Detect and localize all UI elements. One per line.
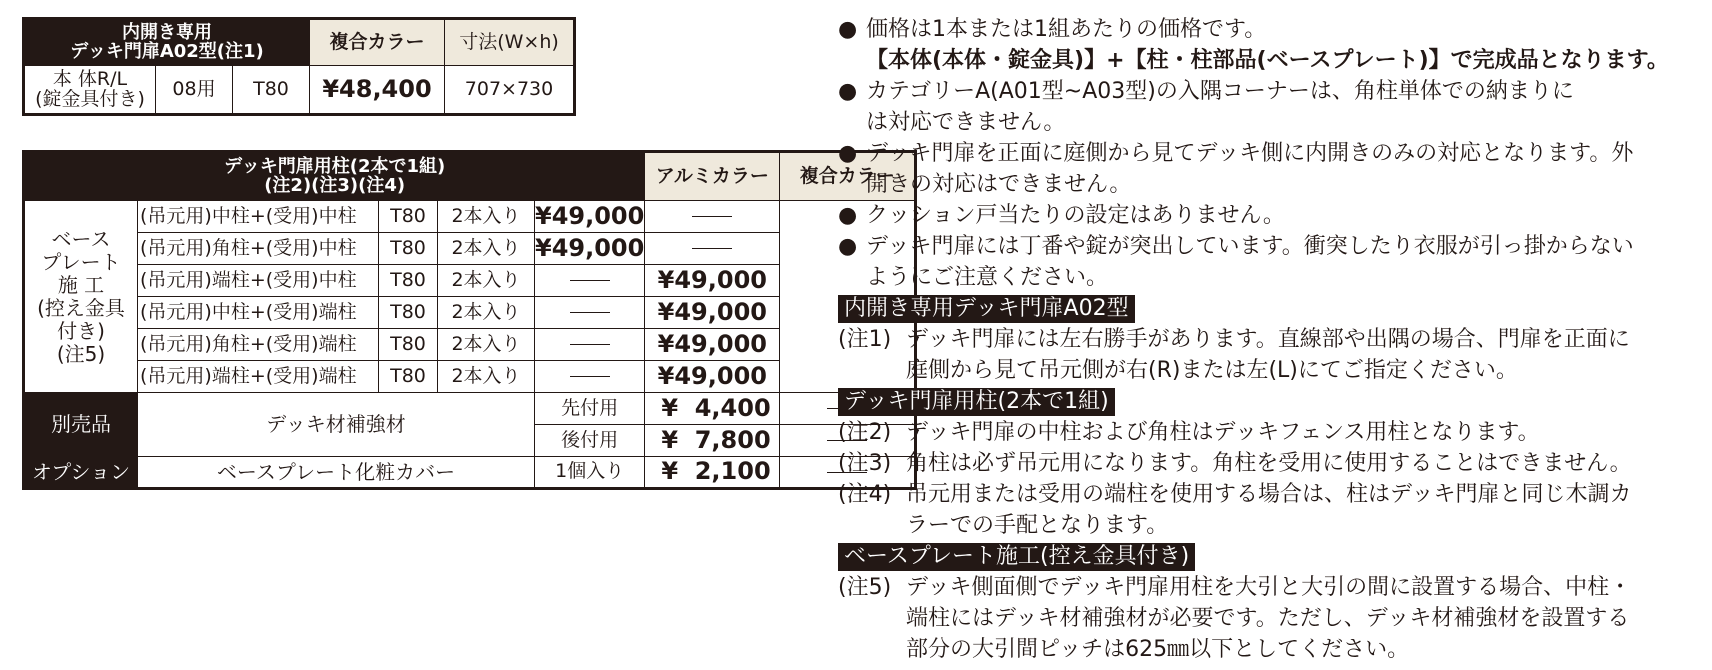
t2-title-cell [24,152,645,201]
note-5 [838,572,1708,665]
note-number: (注1) [838,327,892,352]
bullet-mark: ● [838,234,858,259]
gate-post-price-table [22,150,917,490]
note-bullet-5 [838,231,1708,293]
betsu-name: デッキ材補強材 [138,393,535,457]
note-text: 【本体(本体・錠金具)】+【柱・柱部品(ベースプレート)】で完成品となります。 [866,48,1669,73]
post-qty: 2本入り [438,233,535,265]
note-text: 角柱は必ず吊元用になります。角柱を受用に使用することはできません。 [906,451,1632,476]
note-text: 端柱にはデッキ材補強材が必要です。ただし、デッキ材補強材を設置する [906,606,1630,631]
option-amount: 2,100 [694,457,771,486]
bullet-mark: ● [838,141,858,166]
bullet-mark: ● [838,17,858,42]
post-height: T80 [379,233,438,265]
post-row [24,265,916,297]
post-height: T80 [379,201,438,233]
notes-section [838,14,1708,665]
note-1 [838,324,1708,386]
betsu-yen-1: ¥ [661,393,679,422]
group-label-line: プレート [41,249,121,274]
dash-mark [570,312,610,313]
t1-height: T80 [233,66,310,115]
t1-body-label [24,66,156,115]
post-row [24,201,916,233]
post-price-fukugo [645,233,780,265]
betsu-amount-2: 7,800 [694,425,771,454]
dash-mark [692,216,732,217]
note-number: (注4) [838,482,892,507]
note-text: ラーでの手配となります。 [906,513,1169,538]
option-label: オプション [24,457,138,489]
t2-title-line1: デッキ門扉用柱(2本で1組) [224,155,446,177]
t2-header-fukugo: 複合カラー [780,152,916,201]
note-text: は対応できません。 [866,110,1066,135]
note-text: デッキ門扉の中柱および角柱はデッキフェンス用柱となります。 [906,420,1540,445]
post-price-alumi [535,265,645,297]
post-qty: 2本入り [438,201,535,233]
betsu-type-2: 後付用 [535,425,645,457]
note-text: ようにご注意ください。 [866,265,1109,290]
note-number: (注5) [838,575,892,600]
t1-title-cell [24,19,310,66]
base-plate-group-label [24,201,138,393]
note-text: デッキ門扉には左右勝手があります。直線部や出隅の場合、門扉を正面に [906,327,1630,352]
post-price-alumi [535,361,645,393]
t2-header-alumi: アルミカラー [645,152,780,201]
note-bullet-2 [838,76,1708,138]
t1-size: 08用 [156,66,233,115]
post-price-fukugo: ¥49,000 [645,329,780,361]
note-text: クッション戸当たりの設定はありません。 [866,203,1285,228]
post-price-alumi [535,329,645,361]
post-price-fukugo: ¥49,000 [645,265,780,297]
betsu-price-2 [645,425,780,457]
post-height: T80 [379,297,438,329]
note-number: (注2) [838,420,892,445]
post-price-alumi: ¥49,000 [535,233,645,265]
post-qty: 2本入り [438,297,535,329]
section-heading-posts: デッキ門扉用柱(2本で1組) [838,388,1115,416]
note-text: 吊元用または受用の端柱を使用する場合は、柱はデッキ門扉と同じ木調カ [906,482,1632,507]
option-yen: ¥ [661,457,679,486]
post-name: (吊元用)中柱+(受用)中柱 [138,201,379,233]
post-name: (吊元用)角柱+(受用)中柱 [138,233,379,265]
post-name: (吊元用)中柱+(受用)端柱 [138,297,379,329]
group-label-line: ベース [51,226,111,251]
group-label-line: 付き) [57,318,105,343]
option-qty: 1個入り [535,457,645,489]
bullet-mark: ● [838,203,858,228]
post-price-fukugo: ¥49,000 [645,297,780,329]
t1-body-label-line2: (錠金具付き) [35,87,145,110]
post-row [24,361,916,393]
note-text: 開きの対応はできません。 [866,172,1132,197]
post-name: (吊元用)端柱+(受用)端柱 [138,361,379,393]
group-label-line: (控え金具 [37,295,125,320]
note-bullet-3 [838,138,1708,200]
t1-body-label-line1: 本 体R/L [52,67,128,90]
t2-title-line2: (注2)(注3)(注4) [264,174,406,196]
post-price-alumi: ¥49,000 [535,201,645,233]
section-heading-a02: 内開き専用デッキ門扉A02型 [838,295,1135,323]
t1-price: ¥48,400 [310,66,445,115]
post-qty: 2本入り [438,265,535,297]
note-4 [838,479,1708,541]
note-text: 部分の大引間ピッチは625㎜以下としてください。 [906,637,1410,662]
note-bullet-1 [838,14,1708,76]
betsu-label: 別売品 [24,393,138,457]
post-price-fukugo: ¥49,000 [645,361,780,393]
t1-dim: 707×730 [445,66,575,115]
note-text: デッキ門扉を正面に庭側から見てデッキ側に内開きのみの対応となります。外 [866,141,1634,166]
note-text: デッキ門扉には丁番や錠が突出しています。衝突したり衣服が引っ掛からない [866,234,1634,259]
group-label-line: 施 工 [57,272,105,297]
note-text: 価格は1本または1組あたりの価格です。 [866,17,1267,42]
post-height: T80 [379,265,438,297]
dash-mark [570,376,610,377]
bullet-mark: ● [838,79,858,104]
note-2 [838,417,1708,448]
post-height: T80 [379,361,438,393]
betsu-type-1: 先付用 [535,393,645,425]
dash-mark [570,280,610,281]
post-price-fukugo [645,201,780,233]
betsu-amount-1: 4,400 [694,393,771,422]
note-text: デッキ側面側でデッキ門扉用柱を大引と大引の間に設置する場合、中柱・ [906,575,1632,600]
t1-header-color: 複合カラー [310,19,445,66]
note-number: (注3) [838,451,892,476]
post-qty: 2本入り [438,329,535,361]
post-height: T80 [379,329,438,361]
t1-header-dim: 寸法(W×h) [445,19,575,66]
post-row [24,329,916,361]
post-rows [24,201,916,393]
post-name: (吊元用)角柱+(受用)端柱 [138,329,379,361]
section-heading-baseplate: ベースプレート施工(控え金具付き) [838,543,1195,571]
t1-title-line2: デッキ門扉A02型(注1) [70,40,264,62]
note-text: 庭側から見て吊元側が右(R)または左(L)にてご指定ください。 [906,358,1518,383]
note-3 [838,448,1708,479]
betsu-price-1 [645,393,780,425]
betsu-yen-2: ¥ [661,425,679,454]
dash-mark [692,248,732,249]
group-label-line: (注5) [56,341,106,366]
option-price [645,457,780,489]
post-price-alumi [535,297,645,329]
post-name: (吊元用)端柱+(受用)中柱 [138,265,379,297]
post-row [24,297,916,329]
post-qty: 2本入り [438,361,535,393]
gate-body-price-table [22,17,576,116]
t1-title-line1: 内開き専用 [122,21,212,43]
note-bullet-4 [838,200,1708,231]
dash-mark [570,344,610,345]
option-name: ベースプレート化粧カバー [138,457,535,489]
post-row [24,233,916,265]
note-text: カテゴリーA(A01型~A03型)の入隅コーナーは、角柱単体での納まりに [866,79,1574,104]
